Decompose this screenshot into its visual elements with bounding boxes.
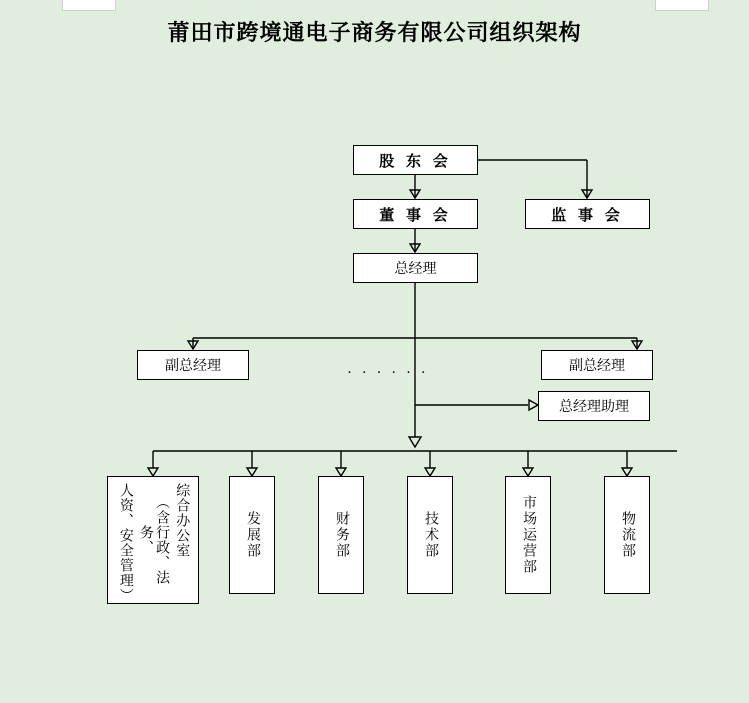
node-dept-general-office-line3: 人资、安全管理） [117,483,133,603]
node-general-manager[interactable] [353,253,478,283]
node-shareholders-meeting[interactable] [353,145,478,175]
node-dept-technology-label: 技术部 [423,511,439,559]
node-dept-logistics[interactable] [604,476,650,594]
node-board-of-supervisors[interactable] [525,199,650,229]
node-dept-general-office-line1: 综合办公室 [174,483,190,558]
node-dept-logistics-label: 物流部 [620,511,636,559]
node-dept-technology[interactable] [407,476,453,594]
node-dept-general-office-line2: （含行政、法务、 [138,495,170,585]
node-gm-assistant-label: 总经理助理 [559,400,629,415]
page-title: 莆田市跨境通电子商务有限公司组织架构 [167,20,582,45]
node-general-manager-label: 总经理 [394,262,437,277]
node-deputy-gm-right[interactable] [541,350,653,380]
node-dept-finance-label: 财务部 [334,511,350,559]
page-edge-notch-left [62,0,116,11]
node-dept-development[interactable] [229,476,275,594]
node-dept-general-office[interactable] [107,476,199,604]
node-deputy-gm-left[interactable] [137,350,249,380]
node-gm-assistant[interactable] [538,391,650,421]
node-board-of-directors-label: 董 事 会 [379,207,452,224]
node-dept-market-operations-label: 市场运营部 [521,495,537,575]
node-dept-market-operations[interactable] [505,476,551,594]
node-dept-finance[interactable] [318,476,364,594]
node-shareholders-meeting-label: 股 东 会 [379,153,452,170]
node-board-of-supervisors-label: 监 事 会 [551,207,624,224]
node-deputy-gm-right-label: 副总经理 [569,359,625,374]
node-dept-development-label: 发展部 [245,511,261,559]
ellipsis-marker: · · · · · · [347,365,429,381]
node-deputy-gm-left-label: 副总经理 [165,359,221,374]
node-board-of-directors[interactable] [353,199,478,229]
page-edge-notch-right [655,0,709,11]
